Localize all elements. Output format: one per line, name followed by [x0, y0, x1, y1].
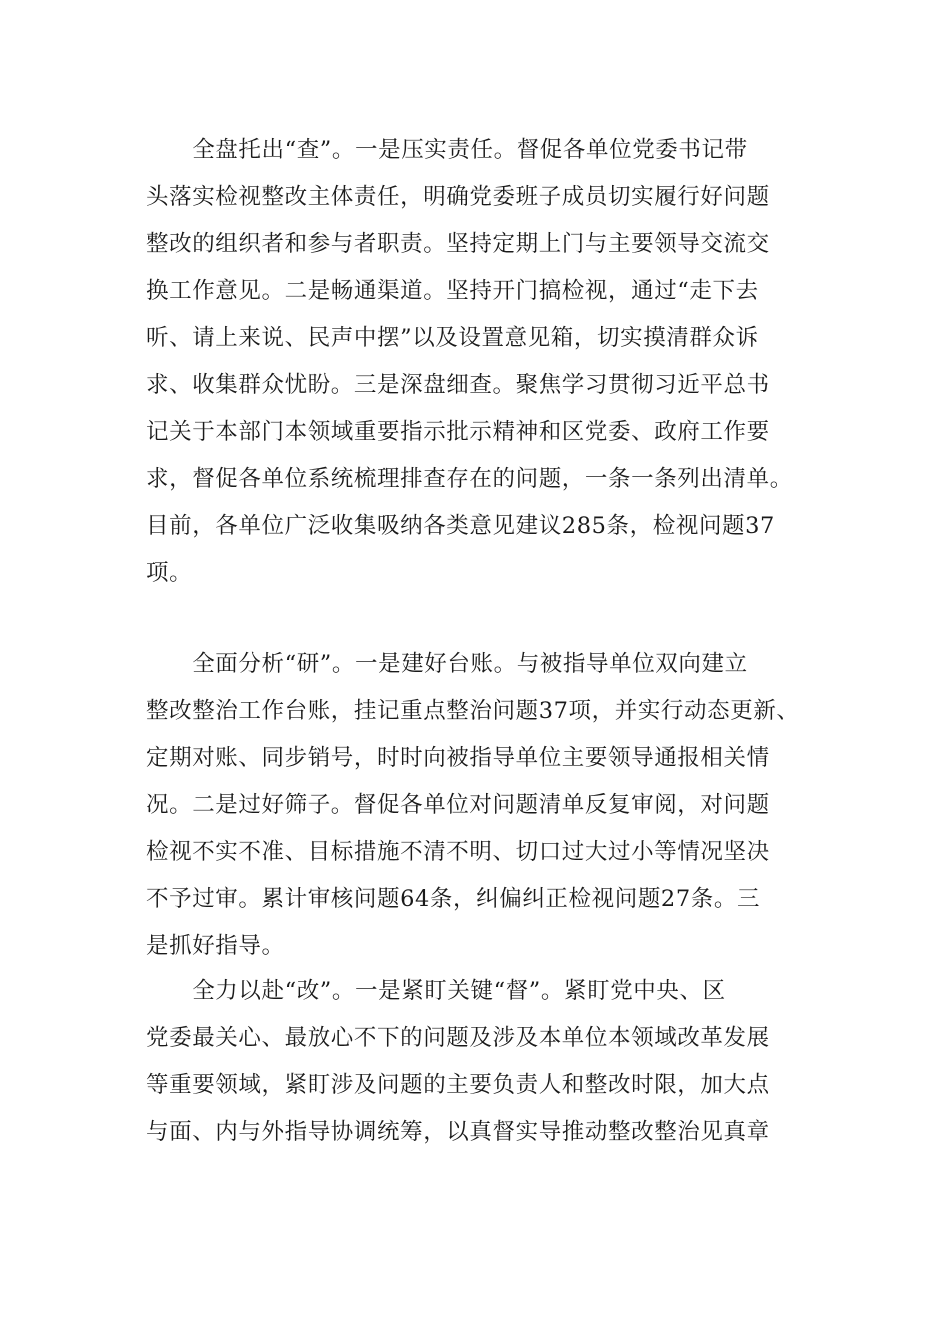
text-line: 与面、内与外指导协调统筹，以真督实导推动整改整治见真章 [146, 1119, 770, 1145]
paragraph-analyze [146, 641, 806, 970]
text-line: 检视不实不准、目标措施不清不明、切口过大过小等情况坚决 [146, 839, 770, 865]
text-line: 全力以赴“改”。一是紧盯关键“督”。紧盯党中央、区 [146, 978, 726, 1004]
text-line: 换工作意见。二是畅通渠道。坚持开门搞检视，通过“走下去 [146, 278, 759, 304]
text-line: 项。 [146, 560, 193, 586]
text-line: 头落实检视整改主体责任，明确党委班子成员切实履行好问题 [146, 184, 770, 210]
text-line: 全面分析“研”。一是建好台账。与被指导单位双向建立 [146, 651, 748, 677]
text-line: 整改整治工作台账，挂记重点整治问题37项，并实行动态更新、 [146, 698, 800, 724]
text-line: 况。二是过好筛子。督促各单位对问题清单反复审阅，对问题 [146, 792, 770, 818]
text-line: 等重要领域，紧盯涉及问题的主要负责人和整改时限，加大点 [146, 1072, 770, 1098]
text-line: 听、请上来说、民声中摆”以及设置意见箱，切实摸清群众诉 [146, 325, 759, 351]
text-line: 记关于本部门本领域重要指示批示精神和区党委、政府工作要 [146, 419, 770, 445]
text-line: 整改的组织者和参与者职责。坚持定期上门与主要领导交流交 [146, 231, 770, 257]
text-line: 定期对账、同步销号，时时向被指导单位主要领导通报相关情 [146, 745, 770, 771]
text-line: 目前，各单位广泛收集吸纳各类意见建议285条，检视问题37 [146, 513, 775, 539]
text-line: 求，督促各单位系统梳理排查存在的问题，一条一条列出清单。 [146, 466, 793, 492]
text-line: 全盘托出“查”。一是压实责任。督促各单位党委书记带 [146, 137, 748, 163]
text-line: 求、收集群众忧盼。三是深盘细查。聚焦学习贯彻习近平总书 [146, 372, 770, 398]
text-line: 党委最关心、最放心不下的问题及涉及本单位本领域改革发展 [146, 1025, 770, 1051]
paragraph-rectify [146, 968, 806, 1156]
paragraph-investigate [146, 127, 806, 597]
text-line: 不予过审。累计审核问题64条，纠偏纠正检视问题27条。三 [146, 886, 761, 912]
text-line: 是抓好指导。 [146, 933, 285, 959]
